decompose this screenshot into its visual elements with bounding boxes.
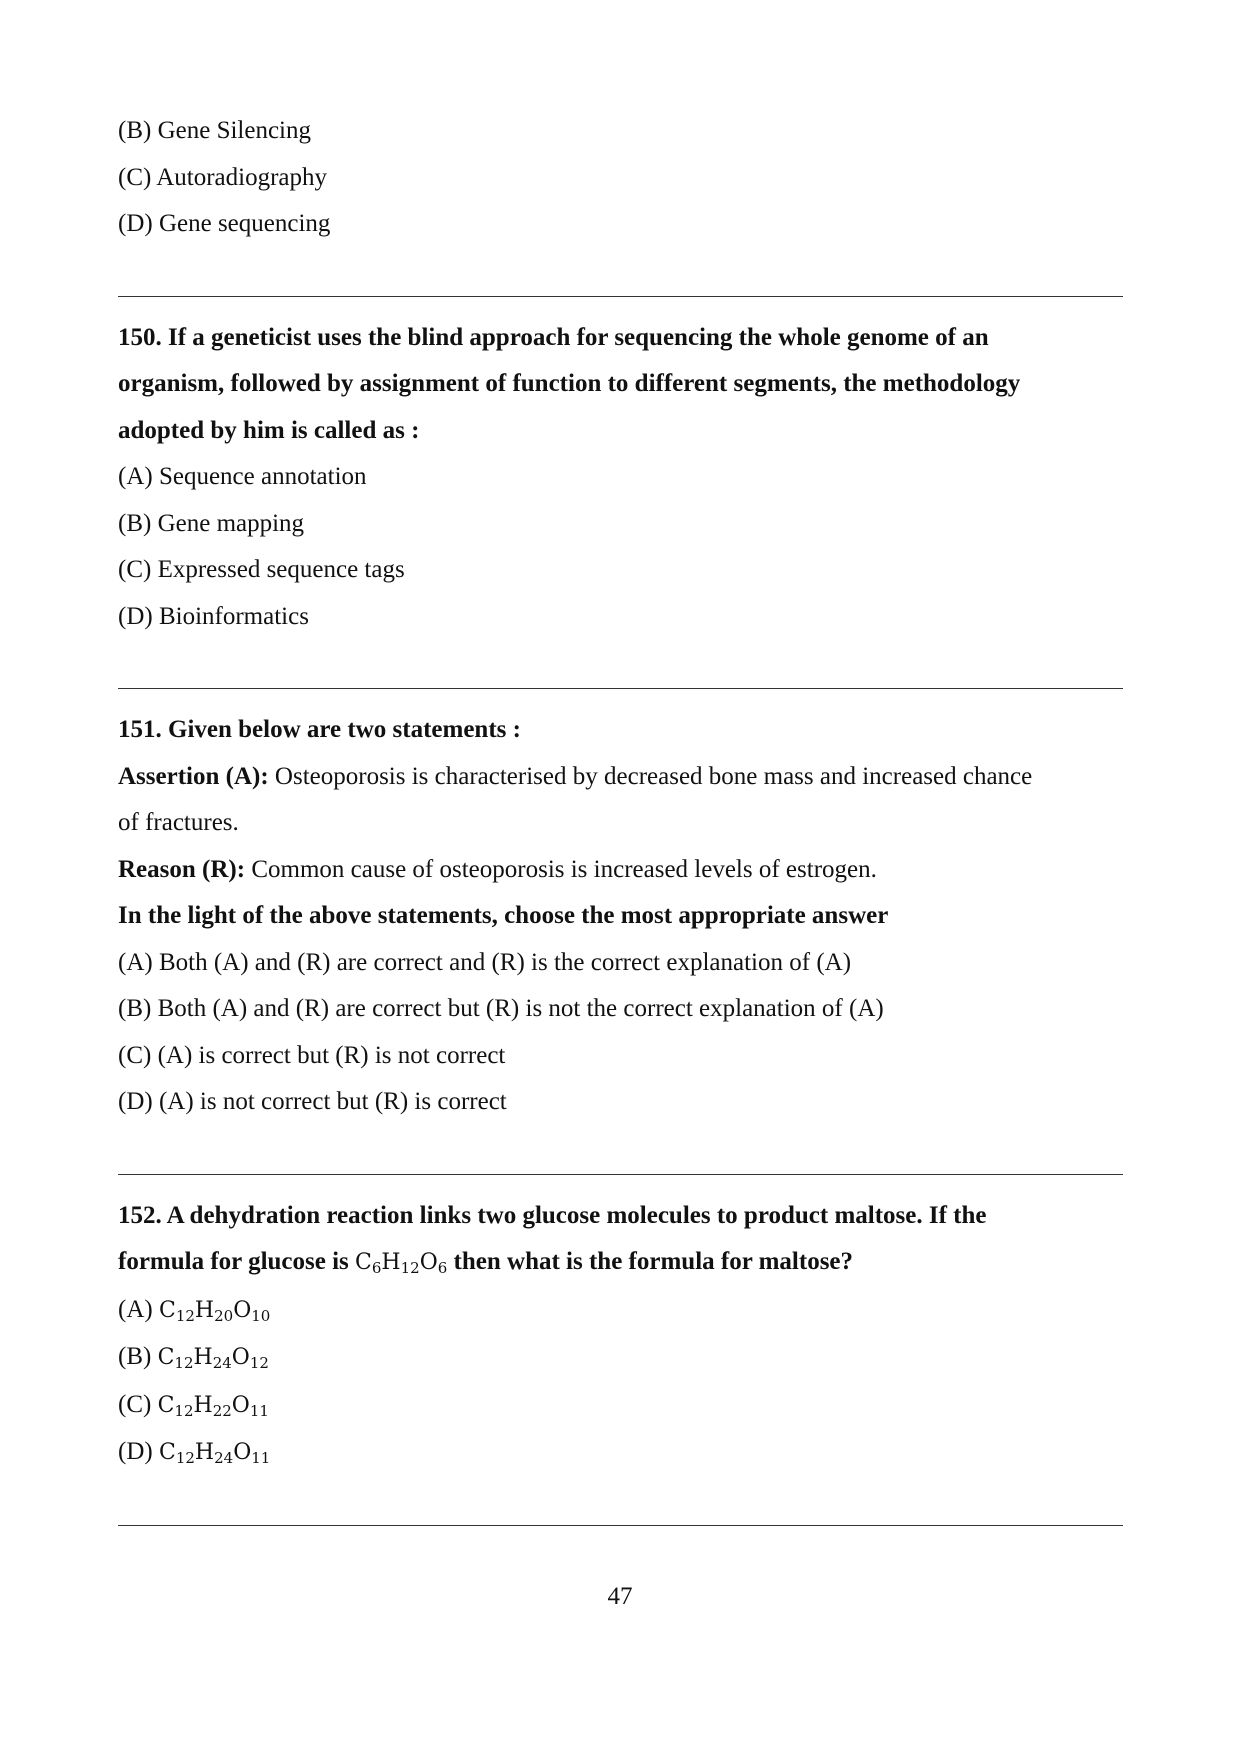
option-b: (B) Both (A) and (R) are correct but (R) is not the correct explanation of (A) — [118, 995, 884, 1022]
reason-label: Reason (R): — [118, 855, 246, 883]
reason-text: Common cause of osteoporosis is increased levels of estrogen. — [245, 855, 877, 883]
option-d: (D) (A) is not correct but (R) is correct — [118, 1088, 507, 1115]
question-stem: 150. If a geneticist uses the blind approach for sequencing the whole genome of an — [118, 323, 989, 351]
option-a: (A) Sequence annotation — [118, 463, 367, 490]
option-b: (B) Gene mapping — [118, 509, 305, 537]
formula: $C_{12}H_{24}O_{11}$ — [158, 1440, 271, 1467]
option-a: (A) $C_{12}H_{20}O_{10}$ — [118, 1295, 271, 1325]
assertion-label: Assertion (A): — [118, 762, 269, 790]
question-stem: 151. Given below are two statements : — [118, 716, 521, 743]
question-instruction: In the light of the above statements, choose the most appropriate answer — [118, 902, 889, 929]
assertion-statement — [118, 754, 1123, 801]
exam-page-content — [118, 108, 1123, 1526]
option-c: (C) Expressed sequence tags — [118, 556, 405, 583]
question-stem: organism, followed by assignment of function to different segments, the methodology — [118, 370, 1021, 397]
question-152 — [118, 1193, 1123, 1477]
question-150 — [118, 315, 1123, 641]
option-d: (D) Bioinformatics — [118, 602, 309, 630]
option-d: (D) Gene sequencing — [118, 210, 331, 237]
reason-statement — [118, 847, 1123, 894]
formula: $C_{12}H_{24}O_{12}$ — [157, 1345, 269, 1372]
assertion-text: Osteoporosis is characterised by decreased bone mass and increased chance — [268, 762, 1033, 790]
question-divider — [118, 1525, 1123, 1526]
previous-question-options — [118, 108, 1123, 248]
option-c: (C) Autoradiography — [118, 163, 327, 191]
formula: $C_{12}H_{20}O_{10}$ — [158, 1297, 271, 1325]
option-b: (B) $C_{12}H_{24}O_{12}$ — [118, 1343, 269, 1372]
question-stem: 152. A dehydration reaction links two glucose molecules to product maltose. If the — [118, 1201, 987, 1229]
option-c: (C) $C_{12}H_{22}O_{11}$ — [118, 1390, 269, 1420]
glucose-formula: $C_6H_{12}O_6$ — [355, 1250, 448, 1277]
option-b: (B) Gene Silencing — [118, 117, 312, 144]
question-stem: adopted by him is called as : — [118, 416, 420, 444]
page-number: 47 — [607, 1583, 633, 1610]
assertion-text-continued: of fractures. — [118, 809, 239, 836]
formula: $C_{12}H_{22}O_{11}$ — [157, 1392, 269, 1420]
option-d: (D) $C_{12}H_{24}O_{11}$ — [118, 1438, 271, 1467]
option-a: (A) Both (A) and (R) are correct and (R) is the correct explanation of (A) — [118, 948, 852, 976]
option-c: (C) (A) is correct but (R) is not correct — [118, 1041, 506, 1069]
question-stem: formula for glucose is $C_6H_{12}O_6$ then what is the formula for maltose? — [118, 1248, 854, 1277]
question-151 — [118, 707, 1123, 1126]
